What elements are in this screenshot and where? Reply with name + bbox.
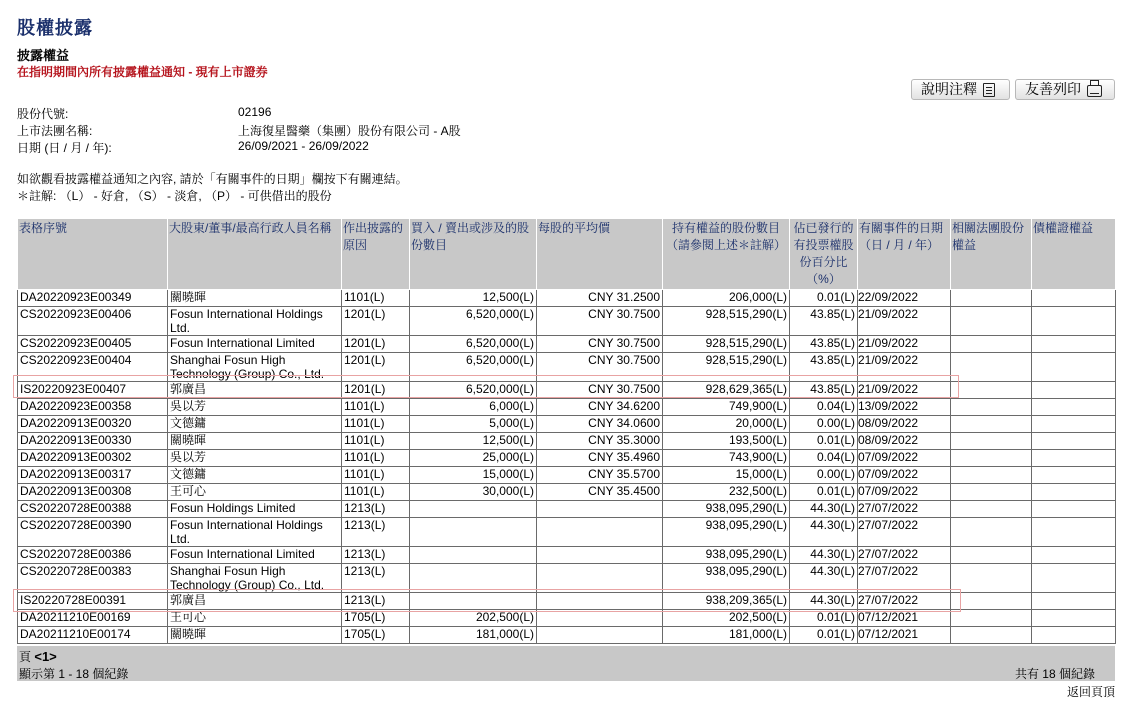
table-row [18,593,1116,610]
cell-holder-name: 關曉暉 [168,627,342,644]
records-total: 共有 18 個紀錄 [1014,667,1095,681]
cell-avg-price [537,610,663,627]
cell-debenture [1032,290,1116,307]
cell-avg-price: CNY 31.2500 [537,290,663,307]
page-title: 股權披露 [17,18,93,38]
page-label: 頁 [19,650,32,664]
cell-shares-held: 938,095,290(L) [663,518,790,547]
legend-note: ＊註解: （L） - 好倉, （S） - 淡倉, （P） - 可供借出的股份 [17,189,332,203]
cell-percentage: 0.00(L) [790,467,858,484]
cell-form-serial: DA20220913E00317 [18,467,168,484]
cell-debenture [1032,450,1116,467]
cell-form-serial: CS20220728E00383 [18,564,168,593]
table-row [18,336,1116,353]
table-row [18,450,1116,467]
cell-shares-held: 938,095,290(L) [663,564,790,593]
cell-debenture [1032,353,1116,382]
stock-code-value: 02196 [238,105,272,119]
cell-event-date[interactable]: 13/09/2022 [858,399,951,416]
cell-debenture [1032,564,1116,593]
cell-percentage: 0.01(L) [790,627,858,644]
cell-avg-price: CNY 30.7500 [537,307,663,336]
cell-form-serial: DA20211210E00169 [18,610,168,627]
pagination-bar [17,646,1115,681]
cell-holder-name: 王可心 [168,610,342,627]
date-label: 日期 (日 / 月 / 年): [17,141,112,155]
cell-shares-held: 749,900(L) [663,399,790,416]
cell-associated-corp [951,610,1032,627]
header-holder-name: 大股東/董事/最高行政人員名稱 [168,219,342,290]
cell-holder-name: Fosun International Holdings Ltd. [168,518,342,547]
header-shares-involved: 買入 / 賣出或涉及的股份數目 [410,219,537,290]
cell-form-serial: CS20220923E00404 [18,353,168,382]
cell-associated-corp [951,290,1032,307]
cell-associated-corp [951,484,1032,501]
cell-event-date[interactable]: 27/07/2022 [858,518,951,547]
cell-form-serial: DA20220913E00302 [18,450,168,467]
cell-shares-involved: 15,000(L) [410,467,537,484]
cell-event-date[interactable]: 21/09/2022 [858,307,951,336]
page-indicator [19,648,57,665]
header-debenture: 債權證權益 [1032,219,1116,290]
header-event-date: 有關事件的日期（日 / 月 / 年） [858,219,951,290]
cell-holder-name: Fosun Holdings Limited [168,501,342,518]
cell-reason: 1101(L) [342,416,410,433]
cell-avg-price [537,627,663,644]
cell-associated-corp [951,433,1032,450]
cell-event-date[interactable]: 27/07/2022 [858,547,951,564]
table-row [18,627,1116,644]
cell-associated-corp [951,399,1032,416]
cell-event-date[interactable]: 07/12/2021 [858,610,951,627]
cell-shares-involved: 6,520,000(L) [410,307,537,336]
cell-shares-held: 206,000(L) [663,290,790,307]
cell-shares-involved [410,564,537,593]
cell-shares-involved [410,501,537,518]
cell-percentage: 43.85(L) [790,307,858,336]
cell-shares-involved: 5,000(L) [410,416,537,433]
table-row [18,564,1116,593]
cell-form-serial: DA20220913E00330 [18,433,168,450]
cell-reason: 1101(L) [342,467,410,484]
cell-debenture [1032,382,1116,399]
cell-debenture [1032,627,1116,644]
cell-holder-name: Fosun International Holdings Ltd. [168,307,342,336]
cell-shares-involved [410,518,537,547]
cell-event-date[interactable]: 07/09/2022 [858,484,951,501]
cell-avg-price: CNY 35.4960 [537,450,663,467]
cell-form-serial: CS20220923E00405 [18,336,168,353]
cell-shares-involved: 6,520,000(L) [410,382,537,399]
cell-reason: 1201(L) [342,336,410,353]
cell-avg-price [537,564,663,593]
cell-debenture [1032,416,1116,433]
cell-shares-held: 193,500(L) [663,433,790,450]
cell-shares-held: 20,000(L) [663,416,790,433]
cell-percentage: 44.30(L) [790,518,858,547]
table-row [18,501,1116,518]
cell-holder-name: Shanghai Fosun High Technology (Group) Co., Ltd. [168,564,342,593]
cell-shares-held: 202,500(L) [663,610,790,627]
cell-form-serial: CS20220728E00386 [18,547,168,564]
cell-shares-held: 232,500(L) [663,484,790,501]
cell-form-serial: CS20220728E00388 [18,501,168,518]
cell-percentage: 0.04(L) [790,450,858,467]
header-percentage: 佔已發行的有投票權股份百分比（%） [790,219,858,290]
section-subtitle: 在指明期間內所有披露權益通知 - 現有上市證券 [17,65,268,79]
cell-avg-price: CNY 35.5700 [537,467,663,484]
cell-associated-corp [951,564,1032,593]
cell-reason: 1213(L) [342,564,410,593]
cell-associated-corp [951,467,1032,484]
cell-debenture [1032,593,1116,610]
cell-form-serial: DA20220923E00349 [18,290,168,307]
disclosure-table [17,218,1116,644]
cell-percentage: 0.01(L) [790,610,858,627]
cell-associated-corp [951,353,1032,382]
printer-icon [1087,85,1102,97]
cell-reason: 1213(L) [342,501,410,518]
table-row [18,610,1116,627]
cell-shares-held: 15,000(L) [663,467,790,484]
cell-shares-involved: 6,520,000(L) [410,353,537,382]
table-row [18,416,1116,433]
cell-associated-corp [951,416,1032,433]
cell-holder-name: Fosun International Limited [168,547,342,564]
cell-reason: 1213(L) [342,518,410,547]
cell-percentage: 43.85(L) [790,353,858,382]
cell-associated-corp [951,501,1032,518]
cell-event-date[interactable]: 08/09/2022 [858,433,951,450]
cell-holder-name: 王可心 [168,484,342,501]
cell-shares-held: 181,000(L) [663,627,790,644]
cell-debenture [1032,484,1116,501]
cell-percentage: 0.01(L) [790,484,858,501]
header-avg-price: 每股的平均價 [537,219,663,290]
explanatory-notes-label: 說明注釋 [921,81,977,97]
cell-debenture [1032,518,1116,547]
cell-avg-price: CNY 35.4500 [537,484,663,501]
cell-associated-corp [951,547,1032,564]
cell-associated-corp [951,518,1032,547]
cell-shares-involved: 12,500(L) [410,290,537,307]
table-row [18,399,1116,416]
cell-event-date[interactable]: 27/07/2022 [858,564,951,593]
back-to-top-link[interactable]: 返回頁頂 [1066,685,1115,699]
cell-holder-name: 關曉暉 [168,290,342,307]
cell-event-date[interactable]: 08/09/2022 [858,416,951,433]
cell-event-date[interactable]: 21/09/2022 [858,353,951,382]
stock-code-label: 股份代號: [17,107,69,121]
cell-debenture [1032,399,1116,416]
cell-reason: 1705(L) [342,610,410,627]
instruction-note: 如欲觀看披露權益通知之內容, 請於「有關事件的日期」欄按下有關連結。 [17,172,408,186]
cell-reason: 1101(L) [342,290,410,307]
header-form-serial: 表格序號 [18,219,168,290]
cell-associated-corp [951,627,1032,644]
cell-shares-involved [410,593,537,610]
cell-form-serial: DA20211210E00174 [18,627,168,644]
cell-avg-price: CNY 30.7500 [537,336,663,353]
cell-reason: 1201(L) [342,353,410,382]
cell-percentage: 44.30(L) [790,547,858,564]
cell-shares-held: 938,095,290(L) [663,547,790,564]
cell-avg-price: CNY 35.3000 [537,433,663,450]
table-row [18,518,1116,547]
records-shown: 顯示第 1 - 18 個紀錄 [19,667,129,681]
cell-reason: 1201(L) [342,382,410,399]
cell-holder-name: 郭廣昌 [168,593,342,610]
print-friendly-button[interactable] [1015,79,1115,100]
cell-holder-name: 文德鏞 [168,416,342,433]
cell-percentage: 44.30(L) [790,501,858,518]
cell-reason: 1101(L) [342,433,410,450]
print-friendly-label: 友善列印 [1025,81,1081,97]
cell-associated-corp [951,336,1032,353]
corp-name-label: 上市法團名稱: [17,124,93,138]
cell-shares-involved: 25,000(L) [410,450,537,467]
cell-shares-involved: 30,000(L) [410,484,537,501]
cell-percentage: 43.85(L) [790,336,858,353]
cell-shares-involved: 6,520,000(L) [410,336,537,353]
cell-form-serial: IS20220728E00391 [18,593,168,610]
cell-debenture [1032,610,1116,627]
header-shares-held: 持有權益的股份數目（請參閱上述＊註解） [663,219,790,290]
cell-percentage: 43.85(L) [790,382,858,399]
cell-shares-held: 928,515,290(L) [663,336,790,353]
cell-holder-name: 吳以芳 [168,450,342,467]
cell-avg-price: CNY 30.7500 [537,382,663,399]
cell-form-serial: DA20220923E00358 [18,399,168,416]
cell-reason: 1705(L) [342,627,410,644]
cell-shares-involved: 6,000(L) [410,399,537,416]
cell-avg-price: CNY 30.7500 [537,353,663,382]
cell-debenture [1032,307,1116,336]
header-associated-corp: 相關法團股份權益 [951,219,1032,290]
cell-debenture [1032,467,1116,484]
cell-avg-price: CNY 34.0600 [537,416,663,433]
cell-reason: 1201(L) [342,307,410,336]
cell-avg-price [537,547,663,564]
table-row [18,353,1116,382]
table-row [18,467,1116,484]
header-reason: 作出披露的原因 [342,219,410,290]
cell-reason: 1101(L) [342,484,410,501]
corp-name-value: 上海復星醫藥（集團）股份有限公司 - A股 [238,124,461,138]
cell-event-date[interactable]: 27/07/2022 [858,501,951,518]
document-icon [983,83,995,97]
cell-form-serial: IS20220923E00407 [18,382,168,399]
cell-percentage: 44.30(L) [790,593,858,610]
cell-debenture [1032,433,1116,450]
cell-percentage: 44.30(L) [790,564,858,593]
cell-reason: 1101(L) [342,399,410,416]
cell-associated-corp [951,450,1032,467]
cell-percentage: 0.01(L) [790,290,858,307]
cell-avg-price [537,501,663,518]
cell-shares-involved: 12,500(L) [410,433,537,450]
cell-shares-involved: 202,500(L) [410,610,537,627]
cell-debenture [1032,336,1116,353]
cell-event-date[interactable]: 21/09/2022 [858,336,951,353]
cell-form-serial: DA20220913E00320 [18,416,168,433]
cell-holder-name: 文德鏞 [168,467,342,484]
cell-debenture [1032,501,1116,518]
cell-event-date[interactable]: 27/07/2022 [858,593,951,610]
cell-form-serial: CS20220728E00390 [18,518,168,547]
cell-reason: 1213(L) [342,547,410,564]
cell-avg-price [537,518,663,547]
cell-associated-corp [951,307,1032,336]
cell-avg-price: CNY 34.6200 [537,399,663,416]
cell-percentage: 0.04(L) [790,399,858,416]
cell-event-date[interactable]: 07/12/2021 [858,627,951,644]
table-row [18,484,1116,501]
table-row [18,547,1116,564]
cell-avg-price [537,593,663,610]
cell-associated-corp [951,382,1032,399]
cell-event-date[interactable]: 07/09/2022 [858,450,951,467]
cell-reason: 1213(L) [342,593,410,610]
table-row [18,307,1116,336]
cell-holder-name: 關曉暉 [168,433,342,450]
cell-shares-held: 743,900(L) [663,450,790,467]
cell-holder-name: Shanghai Fosun High Technology (Group) Co., Ltd. [168,353,342,382]
cell-shares-held: 938,095,290(L) [663,501,790,518]
cell-shares-involved [410,547,537,564]
cell-reason: 1101(L) [342,450,410,467]
table-row [18,290,1116,307]
cell-holder-name: 吳以芳 [168,399,342,416]
cell-percentage: 0.01(L) [790,433,858,450]
date-range-value: 26/09/2021 - 26/09/2022 [238,139,369,153]
cell-event-date[interactable]: 21/09/2022 [858,382,951,399]
cell-shares-held: 928,515,290(L) [663,307,790,336]
cell-percentage: 0.00(L) [790,416,858,433]
cell-holder-name: Fosun International Limited [168,336,342,353]
table-row [18,433,1116,450]
page-current-link[interactable]: <1> [34,649,57,664]
cell-debenture [1032,547,1116,564]
cell-form-serial: DA20220913E00308 [18,484,168,501]
cell-event-date[interactable]: 07/09/2022 [858,467,951,484]
table-row [18,382,1116,399]
cell-associated-corp [951,593,1032,610]
cell-holder-name: 郭廣昌 [168,382,342,399]
cell-shares-held: 928,515,290(L) [663,353,790,382]
cell-event-date[interactable]: 22/09/2022 [858,290,951,307]
cell-shares-involved: 181,000(L) [410,627,537,644]
cell-form-serial: CS20220923E00406 [18,307,168,336]
cell-shares-held: 938,209,365(L) [663,593,790,610]
table-header-row [18,219,1116,290]
section-title: 披露權益 [17,48,70,63]
explanatory-notes-button[interactable] [911,79,1010,100]
cell-shares-held: 928,629,365(L) [663,382,790,399]
